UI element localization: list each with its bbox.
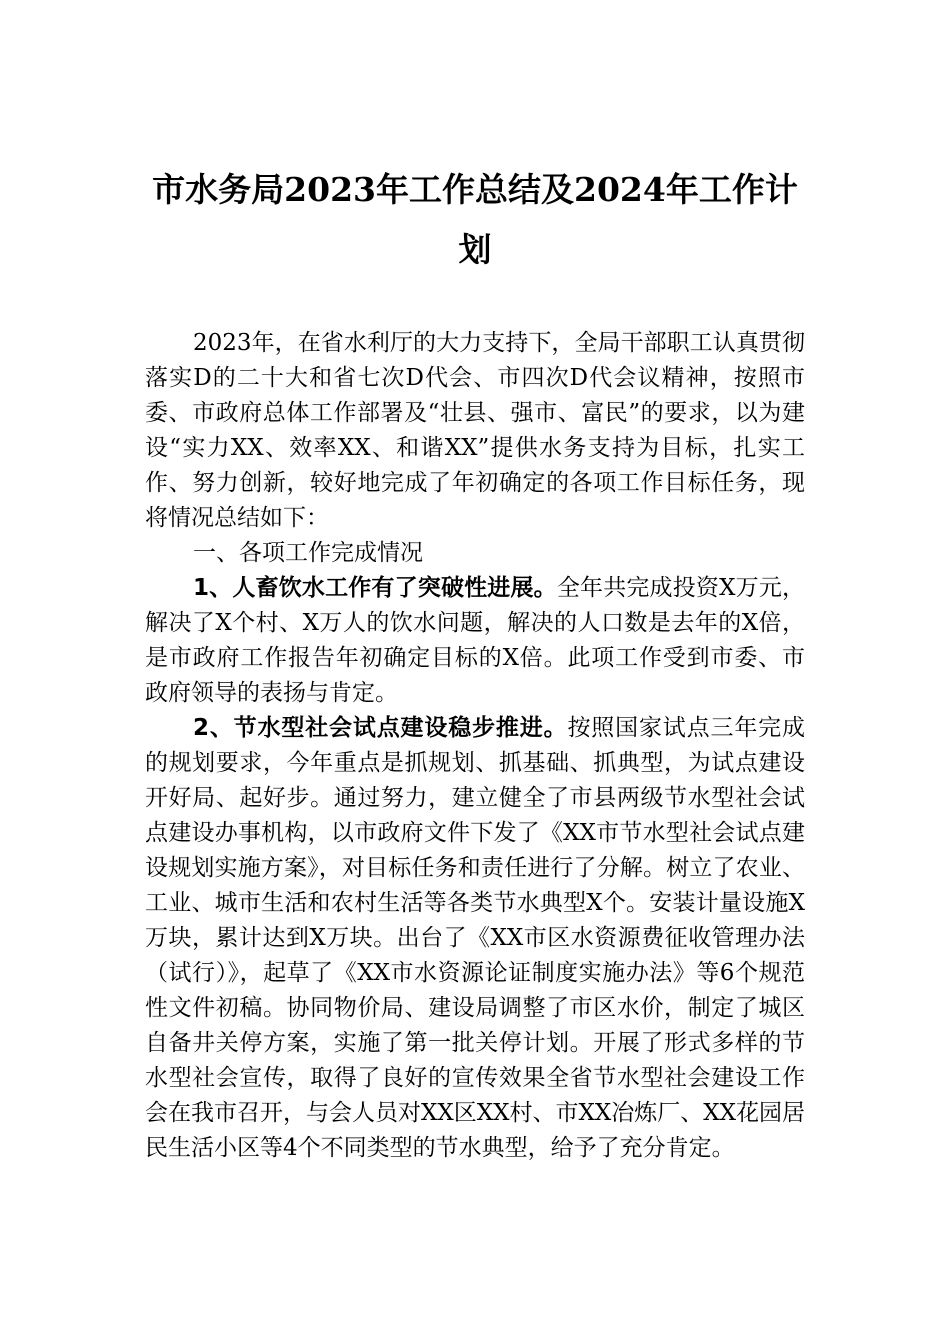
item-paragraph-2 <box>145 711 805 1166</box>
item-paragraph-1 <box>145 571 805 711</box>
item-text-2: 按照国家试点三年完成的规划要求，今年重点是抓规划、抓基础、抓典型，为试点建设开好局、起好步。通过努力，建立健全了市县两级节水型社会试点建设办事机构，以市政府文件下发了《XX市节水型社会试点建设规划实施方案》，对目标任务和责任进行了分解。树立了农业、工业、城市生活和农村生活等各类节水典型X个。安装计量设施X万块，累计达到X万块。出台了《XX市区水资源费征收管理办法（试行）》，起草了《XX市水资源论证制度实施办法》等6个规范性文件初稿。协同物价局、建设局调整了市区水价，制定了城区自备井关停方案，实施了第一批关停计划。开展了形式多样的节水型社会宣传，取得了良好的宣传效果全省节水型社会建设工作会在我市召开，与会人员对XX区XX村、市XX冶炼厂、XX花园居民生活小区等4个不同类型的节水典型，给予了充分肯定。 <box>145 715 805 1161</box>
item-text-1: 全年共完成投资X万元，解决了X个村、X万人的饮水问题，解决的人口数是去年的X倍，是市政府工作报告年初确定目标的X倍。此项工作受到市委、市政府领导的表扬与肯定。 <box>145 575 805 706</box>
item-lead-2: 2、节水型社会试点建设稳步推进。 <box>193 715 568 741</box>
section-heading: 一、各项工作完成情况 <box>193 540 423 566</box>
item-lead-1: 1、人畜饮水工作有了突破性进展。 <box>193 575 557 601</box>
document-title: 市水务局2023年工作总结及2024年工作计划 <box>152 170 798 269</box>
intro-paragraph: 2023年，在省水利厅的大力支持下，全局干部职工认真贯彻落实D的二十大和省七次D代会、市四次D代会议精神，按照市委、市政府总体工作部署及“壮县、强市、富民”的要求，以为建设“实力XX、效率XX、和谐XX”提供水务支持为目标，扎实工作、努力创新，较好地完成了年初确定的各项工作目标任务，现将情况总结如下： <box>145 330 805 531</box>
document-body <box>145 326 805 1166</box>
